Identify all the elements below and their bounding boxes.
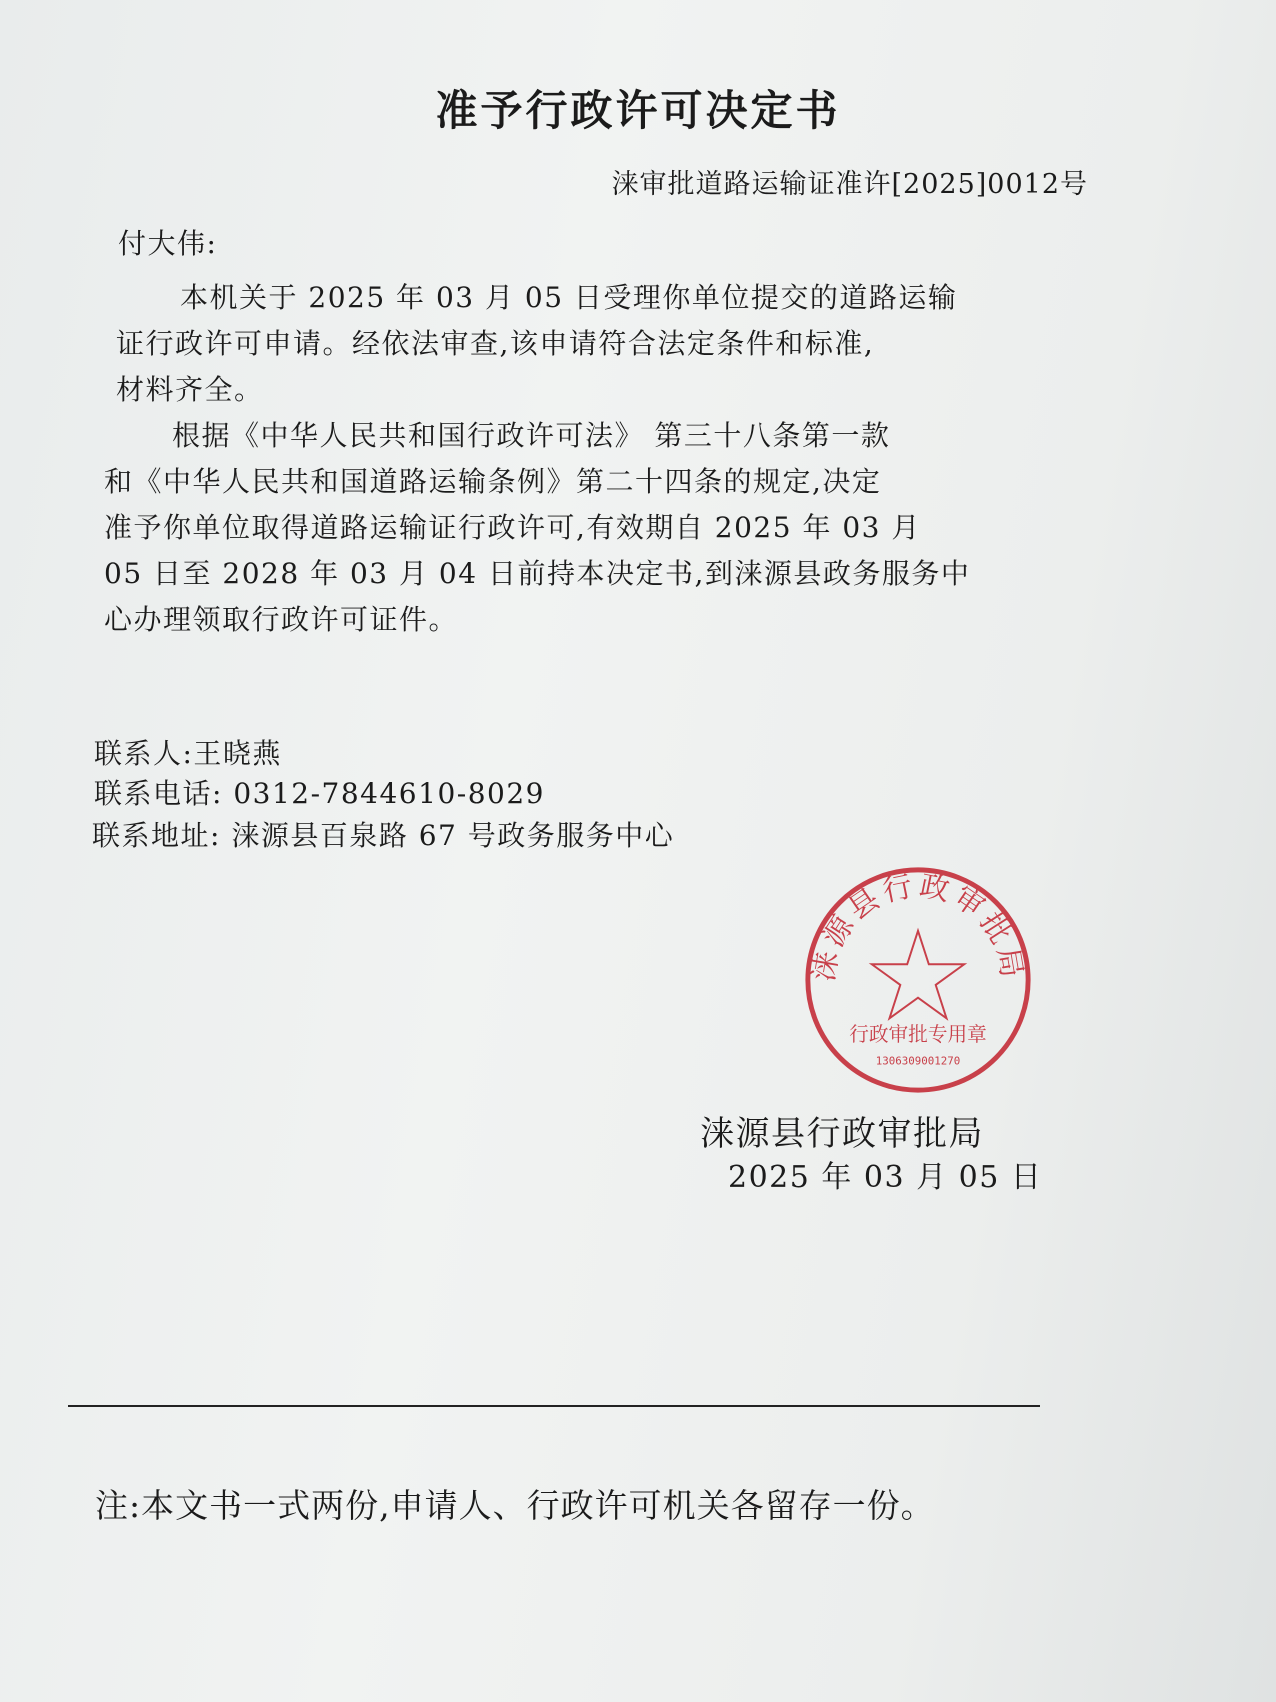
contact-address: 联系地址: 涞源县百泉路 67 号政务服务中心	[92, 819, 675, 852]
text-line: 本机关于 2025 年 03 月 05 日受理你单位提交的道路运输	[180, 281, 958, 314]
document-title: 准予行政许可决定书	[435, 86, 841, 135]
seal-top-text: 涞源县行政审批局	[806, 868, 1030, 984]
divider-line	[68, 1405, 1040, 1407]
official-seal	[800, 862, 1036, 1098]
contact-person: 联系人:王晓燕	[94, 737, 282, 770]
text-line: 证行政许可申请。经依法审查,该申请符合法定条件和标准,	[116, 327, 875, 360]
text-line: 心办理领取行政许可证件。	[104, 603, 459, 636]
footnote: 注:本文书一式两份,申请人、行政许可机关各留存一份。	[95, 1486, 935, 1525]
text-line: 根据《中华人民共和国行政许可法》 第三十八条第一款	[172, 419, 891, 452]
issue-date: 2025 年 03 月 05 日	[728, 1160, 1043, 1195]
seal-bottom-text: 行政审批专用章	[849, 1022, 987, 1046]
contact-phone: 联系电话: 0312-7844610-8029	[94, 777, 545, 810]
document-number: 涞审批道路运输证准许[2025]0012号	[611, 169, 1088, 200]
text-line: 05 日至 2028 年 03 月 04 日前持本决定书,到涞源县政务服务中	[104, 557, 971, 590]
seal-code: 1306309001270	[875, 1054, 961, 1068]
text-line: 准予你单位取得道路运输证行政许可,有效期自 2025 年 03 月	[104, 511, 921, 544]
seal-star-icon	[872, 931, 964, 1019]
addressee: 付大伟:	[118, 227, 218, 260]
text-line: 材料齐全。	[116, 373, 264, 406]
text-line: 和《中华人民共和国道路运输条例》第二十四条的规定,决定	[104, 465, 882, 498]
issuer-name: 涞源县行政审批局	[700, 1114, 984, 1154]
